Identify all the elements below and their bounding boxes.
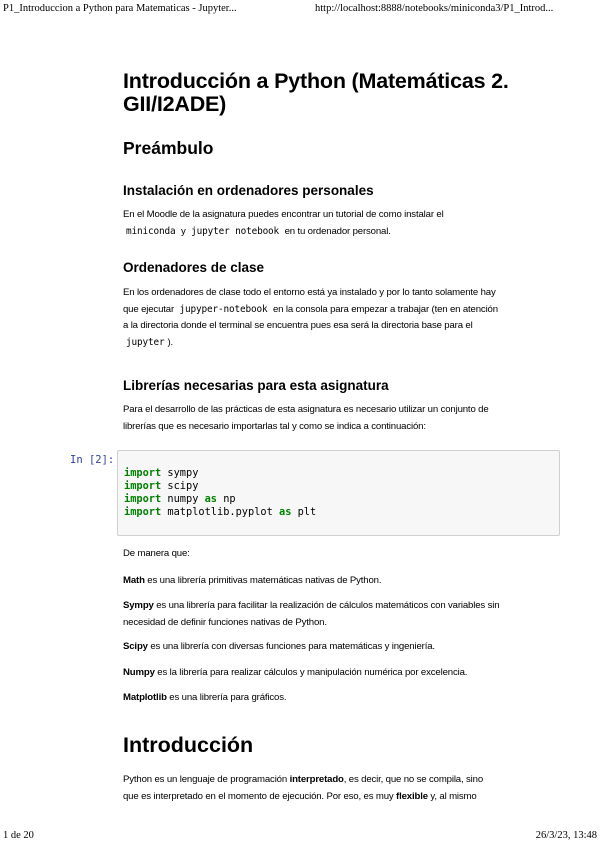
cell-prompt: In [2]:	[70, 454, 115, 466]
keyword-import: import	[124, 506, 162, 518]
heading-introduccion: Introducción	[123, 733, 254, 757]
title-line-2: GII/I2ADE)	[123, 92, 227, 116]
heading-ordenadores: Ordenadores de clase	[123, 260, 265, 275]
print-header-title: P1_Introduccion a Python para Matematicas - Jupyter...	[3, 3, 237, 14]
heading-librerias: Librerías necesarias para esta asignatura	[123, 378, 389, 393]
code-line-2	[124, 480, 198, 493]
code-line-4-end: plt	[291, 506, 317, 518]
math-text: es una librería primitivas matemáticas nativas de Python.	[144, 575, 382, 586]
ordenadores-post: en la consola para empezar a trabajar (ten en atención	[272, 303, 498, 315]
heading-instalacion: Instalación en ordenadores personales	[123, 183, 374, 198]
code-line-2-rest: scipy	[161, 480, 199, 492]
paragraph-sympy	[123, 598, 563, 631]
notebook-title	[123, 70, 509, 116]
keyword-as: as	[204, 493, 218, 505]
code-line-4-mid: matplotlib.pyplot	[161, 506, 279, 518]
intro-p2-c: y, al mismo	[427, 790, 477, 802]
ordenadores-line-3: a la directoria donde el terminal se encuentra pues esa será la directoria base para el	[123, 320, 473, 331]
instalacion-mid: y	[180, 225, 186, 237]
code-line-1-rest: sympy	[161, 467, 199, 479]
math-bold: Math	[123, 575, 145, 586]
sympy-text: es una librería para facilitar la realización de cálculos matemáticos con variables sin	[153, 600, 500, 611]
keyword-import: import	[124, 480, 162, 492]
code-cell-input[interactable]	[117, 450, 560, 536]
code-line-1	[124, 467, 198, 480]
paragraph-instalacion	[123, 207, 563, 240]
ordenadores-end: ).	[167, 336, 174, 348]
page-number: 1 de 20	[3, 830, 34, 841]
paragraph-matplotlib	[123, 690, 563, 707]
scipy-bold: Scipy	[123, 641, 148, 652]
ordenadores-pre: que ejecutar	[123, 303, 175, 315]
intro-p2-a: que es interpretado en el momento de ejecución. Por eso, es muy	[123, 790, 397, 802]
instalacion-end: en tu ordenador personal.	[284, 225, 391, 237]
code-jupyter-notebook: jupyter notebook	[191, 225, 280, 237]
de-manera-text: De manera que:	[123, 548, 190, 559]
print-header-url: http://localhost:8888/notebooks/miniconda3/P1_Introd...	[315, 3, 554, 14]
code-jupyter: jupyter	[126, 336, 165, 348]
intro-p1-a: Python es un lenguaje de programación	[123, 774, 290, 785]
print-header	[3, 3, 597, 17]
intro-p1-c: , es decir, que no se compila, sino	[343, 774, 484, 785]
print-datetime: 26/3/23, 13:48	[535, 830, 597, 841]
matplotlib-bold: Matplotlib	[123, 692, 167, 703]
code-jupyper-notebook: jupyper-notebook	[179, 303, 268, 315]
ordenadores-line-1: En los ordenadores de clase todo el entorno está ya instalado y por lo tanto solamente hay	[123, 287, 496, 298]
matplotlib-text: es una librería para gráficos.	[166, 692, 287, 703]
paragraph-ordenadores	[123, 285, 563, 351]
paragraph-introduccion	[123, 772, 563, 805]
code-line-4	[124, 506, 316, 519]
numpy-text: es la librería para realizar cálculos y manipulación numérica por excelencia.	[154, 667, 468, 678]
title-line-1: Introducción a Python (Matemáticas 2.	[123, 69, 509, 93]
code-line-3-mid: numpy	[161, 493, 205, 505]
keyword-import: import	[124, 467, 162, 479]
intro-p2-bold: flexible	[396, 790, 428, 802]
sympy-bold: Sympy	[123, 600, 154, 611]
paragraph-math	[123, 573, 563, 590]
code-miniconda: miniconda	[126, 225, 176, 237]
librerias-line-1: Para el desarrollo de las prácticas de esta asignatura es necesario utilizar un conjunto de	[123, 404, 489, 415]
heading-preambulo: Preámbulo	[123, 138, 214, 158]
scipy-text: es una librería con diversas funciones para matemáticas y ingeniería.	[147, 641, 435, 652]
code-line-3-end: np	[217, 493, 236, 505]
paragraph-numpy	[123, 665, 563, 682]
sympy-line-2: necesidad de definir funciones nativas de Python.	[123, 616, 327, 628]
paragraph-librerias	[123, 402, 563, 435]
numpy-bold: Numpy	[123, 667, 155, 678]
keyword-import: import	[124, 493, 162, 505]
instalacion-line-1: En el Moodle de la asignatura puedes encontrar un tutorial de como instalar el	[123, 209, 444, 220]
print-footer	[3, 830, 597, 844]
code-line-3	[124, 493, 236, 506]
paragraph-scipy	[123, 639, 563, 656]
librerias-line-2: librerías que es necesario importarlas tal y como se indica a continuación:	[123, 420, 426, 432]
intro-p1-bold: interpretado	[289, 774, 344, 785]
keyword-as: as	[279, 506, 292, 518]
